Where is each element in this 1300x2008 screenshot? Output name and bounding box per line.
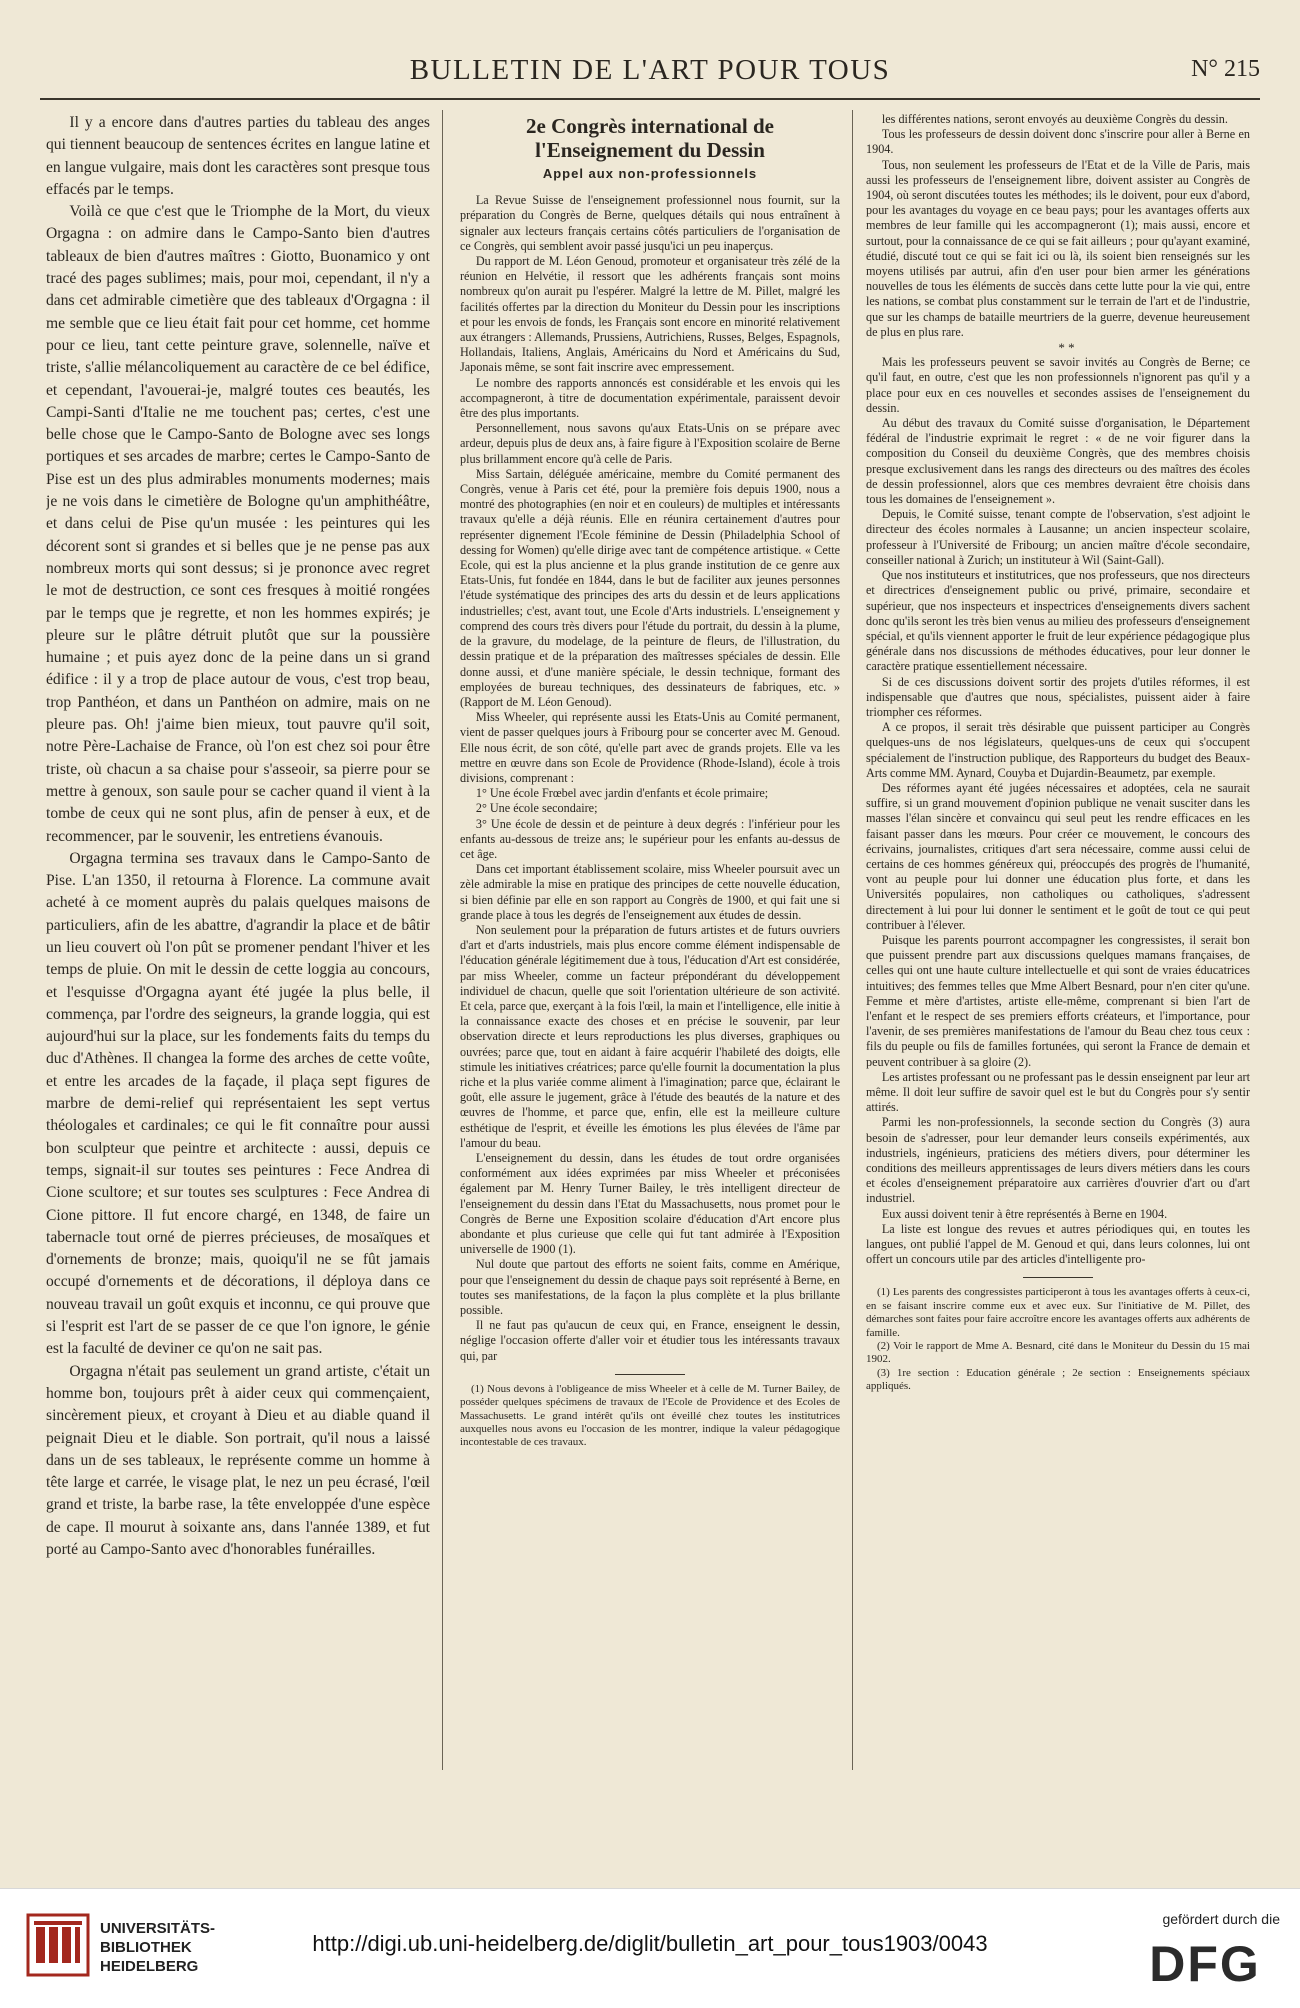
footnote-rule [615,1374,685,1375]
paragraph: Nul doute que partout des efforts ne soient faits, comme en Amérique, pour que l'enseignement du dessin de chaque pays soit représenté à Berne, en toutes ses manifestations, de la façon la plus complète et la plus brillante possible. [460,1257,840,1318]
paragraph: Orgagna termina ses travaux dans le Campo-Santo de Pise. L'an 1350, il retourna à Florence. La commune avait acheté à ce moment auprès du palais quelques maisons de particuliers, afin de les abattre, d'agrandir la place et de bâtir un lieu couvert où l'on pût se promener pendant l'hiver et les temps de pluie. On mit le dessin de cette loggia au concours, et l'esquisse d'Orgagna ayant été jugée la plus belle, il commença, par l'ordre des seigneurs, la grande loggia, qui est aujourd'hui sur la place, sur les fondements faits du temps du duc d'Athènes. Il changea la forme des arches de cette voûte, et entre les arcades de la façade, il plaça sept figures de marbre de demi-relief qui représentaient les sept vertus théologales et cardinales; ce qui le fit connaître pour aussi bon sculpteur que peintre et architecte : aussi, depuis ce temps, signait-il sur toutes ses peintures : Fece Andrea di Cione scultore; et sur toutes ses sculptures : Fece Andrea di Cione pittore. Il fut encore chargé, en 1348, de faire un tabernacle tout orné de pierres précieuses, de mosaïques et d'ornements de bronze; mais, quoiqu'il ne se fût jamais occupé d'ornements et de décorations, il déploya dans ce nouveau travail un goût exquis et inconnu, ce qui prouve que si l'esprit est l'art de se passer de ce que l'on ignore, le génie est la faculté de deviner ce qu'on ne sait pas. [46,849,430,1358]
paragraph: La liste est longue des revues et autres périodiques qui, en toutes les langues, ont publié l'appel de M. Genoud et qui, dans leurs colonnes, lui ont offert un concours utile par des articles d'intelligente pro- [866,1221,1250,1267]
paragraph: les différentes nations, seront envoyés au deuxième Congrès du dessin. [881,112,1228,126]
footnote-text: (1) Les parents des congressistes participeront à tous les avantages offerts à ceux-ci, en se faisant inscrire comme eux et avec eux. Sur l'initiative de M. Pillet, des démarches sont faites pour faire accroître encore les avantages offerts aux adhérents de famille. [866,1286,1250,1339]
paragraph: Mais les professeurs peuvent se savoir invités au Congrès de Berne; ce qu'il faut, en outre, c'est que les non professionnels n'ignorent pas qu'il y a place pour eux en ces nouvelles et secondes assises de l'enseignement du dessin. [866,355,1250,415]
paragraph: Orgagna n'était pas seulement un grand artiste, c'était un homme bon, toujours prêt à aider ceux qui commençaient, sincèrement pieux, et croyant à Dieu et au diable quand il peignait Dieu et le diable. Son portrait, qu'il nous a laissé dans un de ses tableaux, le représente comme un homme à tête large et carrée, le visage plat, le nez un peu écrasé, l'œil grand et triste, la barbe rase, la tête enveloppée d'une espèce de cape. Il mourut à soixante ans, dans l'année 1389, et fut porté au Campo-Santo avec d'honorables funérailles. [46,1362,430,1558]
footnote [460,1383,840,1450]
paragraph: Tous les professeurs de dessin doivent donc s'inscrire pour aller à Berne en 1904. [866,127,1250,157]
header-rule [40,98,1260,100]
paragraph: Depuis, le Comité suisse, tenant compte de l'observation, s'est adjoint le directeur des écoles normales à Lausanne; un ancien inspecteur scolaire, professeur à l'Université de Fribourg; un ancien maître d'école secondaire, conseiller national à Zurich; un instituteur à Wil (Saint-Gall). [866,507,1250,567]
funding-caption: gefördert durch die [1162,1911,1280,1927]
column-left [46,112,430,1792]
paragraph: Que nos instituteurs et institutrices, que nos professeurs, que nos directeurs et directrices d'enseignement public ou privé, primaire, secondaire et supérieur, que nos inspecteurs et inspectrices d'enseignements divers sachent donc qu'ils seront les très bien venus au milieu des professeurs d'enseignement spécial, et qu'ils viennent apporter le fruit de leur expérience pédagogique plus générale dans nos discussions de méthodes éducatives, pour leur donner le caractère pratique essentiellement nécessaire. [866,568,1250,674]
paragraph: Les artistes professant ou ne professant pas le dessin enseignent par leur art même. Il doit leur suffire de savoir quel est le but du Congrès pour s'y sentir attirés. [866,1069,1250,1115]
column-middle [460,112,840,1792]
footnotes [866,1286,1250,1393]
paragraph: Il y a encore dans d'autres parties du tableau des anges qui tiennent beaucoup de sentences écrites en langue latine et en langue vulgaire, mais dont les caractères sont presque tous effacés par le temps. [46,114,430,198]
paragraph: 2° Une école secondaire; [475,801,598,816]
section-break-stars: * * [1058,340,1075,356]
section-title: 2e Congrès international de l'Enseignement du Dessin [526,114,774,162]
paragraph: Au début des travaux du Comité suisse d'organisation, le Département fédéral de l'industrie exprimait le regret : « de ne voir figurer dans la composition du Conseil du deuxième Congrès, que des membres choisis presque exclusivement dans les rangs des directeurs ou des maîtres des écoles de dessin professionnel, alors que ces membres devraient être choisis dans tous les domaines de l'enseignement ». [866,416,1250,507]
running-head [40,52,1260,92]
column-rule [852,110,853,1770]
running-title: BULLETIN DE L'ART POUR TOUS [409,54,891,86]
section-subtitle: Appel aux non-professionnels [542,166,758,181]
paragraph: Si de ces discussions doivent sortir des projets d'utiles réformes, il est indispensable que d'autres que nous, spécialistes, puissent aider à faire triompher ces réformes. [866,674,1250,719]
paragraph: Des réformes ayant été jugées nécessaires et adoptées, cela ne saurait suffire, si un grand mouvement d'opinion publique ne venait susciter dans les masses l'élan sincère et convaincu qui seul peut les rendre efficaces en les faisant passer dans les mœurs. Pour créer ce mouvement, le concours des écrivains, journalistes, critiques d'art sera nécessaire, comme aussi celui de certains de ces hommes généreux qui, préoccupés des progrès de l'humanité, vont au peuple pour lui donner une éducation plus forte, et dans les Universités populaires, non catholiques ou catholiques, s'adressent directement à lui pour lui donner le sentiment et le goût de tout ce qui peut contribuer à l'élever. [866,780,1250,932]
column-right [866,112,1250,1792]
paragraph: Dans cet important établissement scolaire, miss Wheeler poursuit avec un zèle admirable la mise en pratique des principes de cette nouvelle éducation, si bien définie par elle en son rapport au Congrès de 1900, et qui fait une si grande place à tous les degrés de l'enseignement aux études de dessin. [460,862,840,922]
dfg-logo-text: DFG [1149,1936,1261,1989]
paragraph: 1° Une école Frœbel avec jardin d'enfants et école primaire; [475,786,769,801]
paragraph: Le nombre des rapports annoncés est considérable et les envois qui les accompagneront, à titre de documentation expérimentale, paraissent devoir être des plus importants. [460,375,840,421]
paragraph: Tous, non seulement les professeurs de l'Etat et de la Ville de Paris, mais aussi les professeurs de l'enseignement libre, doivent assister au Congrès de 1904, où seront discutées toutes les méthodes; ils le doivent, pour eux d'abord, pour les avantages du voyage en ce beau pays; pour les avantages offerts aux membres de leur famille qui les accompagneront (1); mais aussi, encore et surtout, pour la connaissance de ce qui se fait ailleurs ; pour qu'ayant examiné, étudié, discuté tout ce qui se fait ici ou là, ils soient bien renseignés sur les moyens utilisés par autrui, afin d'en user pour bien armer les générations nouvelles de tous les éléments de succès dans cette lutte pour la vie qui, entre les nations, se combat plus constamment sur le terrain de l'art et de l'industrie, que sur les champs de bataille meurtriers de la guerre, devenue heureusement de plus en plus rare. [866,157,1250,339]
paragraph: Personnellement, nous savons qu'aux Etats-Unis on se prépare avec ardeur, depuis plus de deux ans, à faire figure à l'Exposition scolaire de Berne plus brillamment encore qu'à celle de Paris. [460,421,840,466]
paragraph: Voilà ce que c'est que le Triomphe de la Mort, du vieux Orgagna : on admire dans le Campo-Santo bien d'autres tableaux de bien d'autres maîtres : Giotto, Buonamico y ont tracé des pages sublimes; mais, pour moi, cependant, il n'y a dans cet admirable cimetière que des tableaux d'Orgagna : il me semble que ce lieu était fait pour cet homme, cet homme pour ce lieu, tant cette peinture grave, solennelle, naïve et triste, s'allie mélancoliquement au caractère de ce bel édifice, et cependant, l'avouerai-je, malgré toutes ces beautés, les Campi-Santi d'Italie ne me touchent pas; certes, c'est une belle chose que le Campo-Santo de Bologne avec ses longs portiques et ses arcades de marbre; certes le Campo-Santo de Pise est un des plus admirables monuments modernes; mais je ne vois dans le cimetière de Bologne qu'un amphithéâtre, et dans celui de Pise qu'un musée : les peintures qui les décorent sont si grandes et si belles que je ne pense pas aux nombreux morts qui sont dessus; si je prononce avec regret le mot de destruction, ce sont ces fresques à moitié rongées par le temps que je regrette, et non les hommes expirés; je pleure sur le plâtre détruit plutôt que sur la poussière humaine ; et puis ayez donc de la peine dans un si grand édifice : il y a trop de place autour de vous, c'est trop beau, trop Panthéon, et dans un Panthéon on admire, mais on ne pleure pas. Oh! j'aime bien mieux, tout pauvre qu'il soit, notre Père-Lachaise de France, où l'on est chez soi pour être triste, où chacun a sa chaise pour s'asseoir, sa pierre pour se mettre à genoux, son saule pour se cacher quand il vient à la tombe de ceux qui ne sont plus, afin de penser à eux, et de recommencer, par le souvenir, les entretiens évanouis. [46,203,430,845]
paragraph: Non seulement pour la préparation de futurs artistes et de futurs ouvriers d'art et d'arts industriels, mais plus encore comme élément indispensable de l'éducation générale légitimement due à tous, l'éducation d'Art est considérée, par miss Wheeler, comme un facteur prépondérant du développement individuel de chacun, quelle que soit l'orientation ultérieure de son activité. Et cela, parce que, exerçant à la fois l'œil, la main et l'intelligence, elle initie à la connaissance exacte des choses et en précise le souvenir, par leur observation directe et leurs reproductions les plus diverses, graphiques ou ouvrées; parce que, tout en aidant à faire acquérir l'habileté des doigts, elle stimule les initiatives créatrices; parce qu'elle fournit la documentation la plus riche et la plus variée comme aliment à l'imagination; parce que, éclairant le goût, elle assure le jugement, grâce à l'étude des beautés de la nature et des œuvres de l'homme, et parce que, enfin, elle est la meilleure culture esthétique de l'esprit, et éveille les émotions les plus élevées de l'âme par l'amour du beau. [460,922,840,1150]
paragraph: 3° Une école de dessin et de peinture à deux degrés : l'inférieur pour les enfants au-dessous de treize ans; le supérieur pour les enfants au-dessus de cet âge. [460,816,840,861]
paragraph: Puisque les parents pourront accompagner les congressistes, il serait bon que puissent prendre part aux discussions quelques mamans françaises, de celles qui ont une haute culture intellectuelle et qui sont de vraies éducatrices intuitives; des femmes telles que Mme Albert Besnard, pour n'en citer qu'une. Femme et mère d'artistes, artiste elle-même, comprenant si bien l'art de l'enfant et le respect de ses premiers efforts créateurs, et l'importance, pour l'avenir, de ses premières manifestations de l'amour du Beau chez tous ceux : fils du peuple ou fils de familles fortunées, qui seront la France de demain et peuvent contribuer à sa gloire (2). [866,932,1250,1069]
paragraph: La Revue Suisse de l'enseignement professionnel nous fournit, sur la préparation du Congrès de Berne, quelques détails qui nous entraînent à signaler aux lecteurs français certains côtés particuliers de l'organisation de ce Congrès, qui semblent avoir passé jusqu'ici un peu inaperçus. [460,193,840,253]
paragraph: Parmi les non-professionnels, la seconde section du Congrès (3) aura besoin de s'adresser, pour leur demander leurs conseils expérimentés, aux industriels, ingénieurs, praticiens des métiers divers, pour déterminer les conditions des meilleurs apprentissages de leurs divers métiers dans les cours et écoles d'enseignement préparatoire aux carrières d'ouvrier d'art ou d'art industriel. [866,1115,1250,1206]
paragraph: Du rapport de M. Léon Genoud, promoteur et organisateur très zélé de la réunion en Helvétie, il ressort que les adhérents français sont moins nombreux qu'on aurait pu l'espérer. Malgré la lettre de M. Pillet, malgré les facilités offertes par la direction du Moniteur du Dessin pour les inscriptions et pour les envois de fonds, les Français sont encore en minorité relativement aux étrangers : Allemands, Prussiens, Autrichiens, Russes, Belges, Espagnols, Hollandais, Italiens, Anglais, Américains du Nord et Américains du Sud, Japonais même, se sont fait inscrire avec empressement. [460,254,840,375]
column-rule [442,110,443,1770]
paragraph: Miss Sartain, déléguée américaine, membre du Comité permanent des Congrès, venue à Paris cet été, pour la première fois depuis 1900, nous a montré des photographies (en noir et en couleurs) de multiples et intéressants travaux qu'elle a déjà réunis. Elle en réunira certainement d'autres pour représenter dignement l'Ecole féminine de Dessin (Philadelphia School of dessing for Women) qu'elle dirige avec tant de compétence artistique. « Cette Ecole, qui est la plus ancienne et la plus grande institution de ce genre aux Etats-Unis, fut fondée en 1844, dans le but de faciliter aux jeunes personnes l'étude systématique des principes des arts du dessin et de leurs applications industrielles; c'est, avant tout, une Ecole d'Arts industriels. L'enseignement y comprend des cours très divers pour l'étude du portrait, du dessin à la plume, de la gravure, du modelage, de la peinture de fleurs, de l'illustration, du dessin pratique et de la préparation des maîtresses spéciales de dessin. Elle donne aussi, et d'une manière spéciale, le dessin technique, formant des employées de bureau techniques, des dessinateurs de fabriques, etc. » (Rapport de M. Léon Genoud). [460,466,840,709]
dfg-logo-icon [1130,1935,1280,1989]
library-name-line: HEIDELBERG [100,1958,199,1975]
footnote-text: (1) Nous devons à l'obligeance de miss Wheeler et à celle de M. Turner Bailey, de posséder quelques spécimens de travaux de l'Ecole de Providence et des Ecoles de Massachusetts. Le grand intérêt qu'ils ont éveillé chez toutes les institutrices auxquelles nous avons eu l'occasion de les montrer, indique la valeur pédagogique incontestable de ces travaux. [460,1382,840,1449]
paragraph: Eux aussi doivent tenir à être représentés à Berne en 1904. [881,1206,1168,1221]
footnote-text: (3) 1re section : Education générale ; 2e section : Enseignements spéciaux appliqués. [866,1366,1250,1393]
paragraph: Miss Wheeler, qui représente aussi les Etats-Unis au Comité permanent, vient de passer quelques jours à Fribourg pour se concerter avec M. Genoud. Elle nous écrit, de son côté, qu'elle part avec de grands projets. Elle va les mettre en œuvre dans son Ecole de Providence (Rhode-Island), école à trois divisions, comprenant : [460,710,840,785]
page-number: N° 215 [1191,56,1260,82]
paragraph: L'enseignement du dessin, dans les études de tout ordre organisées conformément aux idées exprimées par miss Wheeler et préconisées également par M. Henry Turner Bailey, le très intelligent directeur de l'enseignement du dessin dans l'Etat du Massachusetts, nous promet pour le Congrès de Berne une Exposition scolaire d'éducation d'Art encore plus abondante et plus curieuse que celle qui fut tant admirée à l'Exposition universelle de 1900 (1). [460,1151,840,1257]
paragraph: Il ne faut pas qu'aucun de ceux qui, en France, enseignent le dessin, néglige l'occasion offerte d'aller voir et étudier tous les intéressants travaux qui, par [460,1318,840,1363]
footnote-text: (2) Voir le rapport de Mme A. Besnard, cité dans le Moniteur du Dessin du 15 mai 1902. [866,1340,1250,1366]
library-name-line: UNIVERSITÄTS- [100,1920,216,1937]
digitization-footer [0,1888,1300,2008]
source-url-link[interactable]: http://digi.ub.uni-heidelberg.de/diglit/bulletin_art_pour_tous1903/0043 [312,1931,988,1956]
footnote-rule [1023,1277,1093,1278]
paragraph: A ce propos, il serait très désirable que puissent participer au Congrès quelques-uns de nos législateurs, quelques-uns de ceux qui s'occupent spécialement de l'instruction publique, des Rapporteurs du budget des Beaux-Arts comme MM. Aynard, Couyba et Dujardin-Beaumetz, par exemple. [866,720,1250,780]
library-name-line: BIBLIOTHEK [100,1939,192,1956]
